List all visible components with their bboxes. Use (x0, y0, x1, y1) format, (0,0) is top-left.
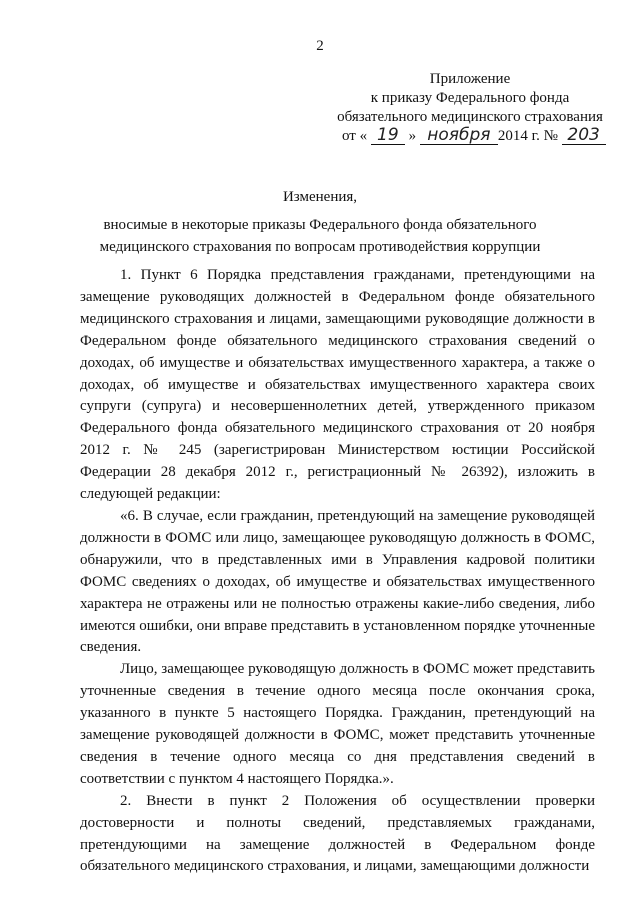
heading-subtitle-2: медицинского страхования по вопросам противодействия коррупции (99, 239, 541, 255)
paragraph-1: 1. Пункт 6 Порядка представления гражданами, претендующими на замещение руководящих должностей в Федеральном фонде обязательного медицинского страхования и лицами, замещающими руководящие должности в Федеральном фонде обязательного медицинского страхования сведений о доходах, об имуществе и обязательствах имущественного характера, а также о доходах, об имуществе и обязательствах имущественного характера своих супруги (супруга) и несовершеннолетних детей, утвержденного приказом Федерального фонда обязательного медицинского страхования от 20 ноября 2012 г. № 245 (зарегистрирован Министерством юстиции Российской Федерации 28 декабря 2012 г., регистрационный № 26392), изложить в следующей редакции: (80, 267, 595, 503)
handwritten-day: 19 (371, 127, 405, 145)
document-heading (80, 186, 560, 258)
quoted-paragraph-6: «6. В случае, если гражданин, претендующий на замещение руководящей должности в ФОМС или лицо, замещающее руководящую должность в ФОМС, обнаружили, что в представленных ими в Управления кадровой политики ФОМС сведениях о доходах, об имуществе и обязательствах имущественного характера не отражены или не полностью отражены какие-либо сведения, либо имеются ошибки, они вправе представить в установленном порядке уточненные сведения. (80, 507, 595, 656)
appendix-block (320, 70, 620, 146)
handwritten-order-number: 203 (562, 127, 606, 145)
date-year: 2014 г. № (497, 128, 558, 144)
appendix-fund-name: обязательного медицинского страхования (337, 109, 603, 125)
date-mid: » (408, 128, 417, 144)
heading-title: Изменения, (282, 189, 358, 205)
handwritten-month: ноября (420, 127, 498, 145)
paragraph-2: 2. Внести в пункт 2 Положения об осуществлении проверки достоверности и полноты сведений, представляемых гражданами, претендующими на замещение должностей в Федеральном фонде обязательного медицинского страхования, и лицами, замещающими должности (80, 792, 595, 875)
appendix-title: Приложение (429, 71, 511, 87)
appendix-date-line (342, 127, 620, 146)
date-prefix: от « (342, 128, 368, 144)
heading-subtitle-1: вносимые в некоторые приказы Федерального фонда обязательного (103, 217, 537, 233)
appendix-order-ref: к приказу Федерального фонда (370, 90, 570, 106)
document-body (80, 265, 595, 878)
page-number: 2 (316, 38, 324, 54)
quoted-paragraph-continuation: Лицо, замещающее руководящую должность в ФОМС может представить уточненные сведения в течение одного месяца после окончания срока, указанного в пункте 5 настоящего Порядка. Гражданин, претендующий на замещение руководящей должности в ФОМС, может представить уточненные сведения в течение одного месяца со дня представления сведений в соответствии с пунктом 4 настоящего Порядка.». (80, 661, 595, 787)
